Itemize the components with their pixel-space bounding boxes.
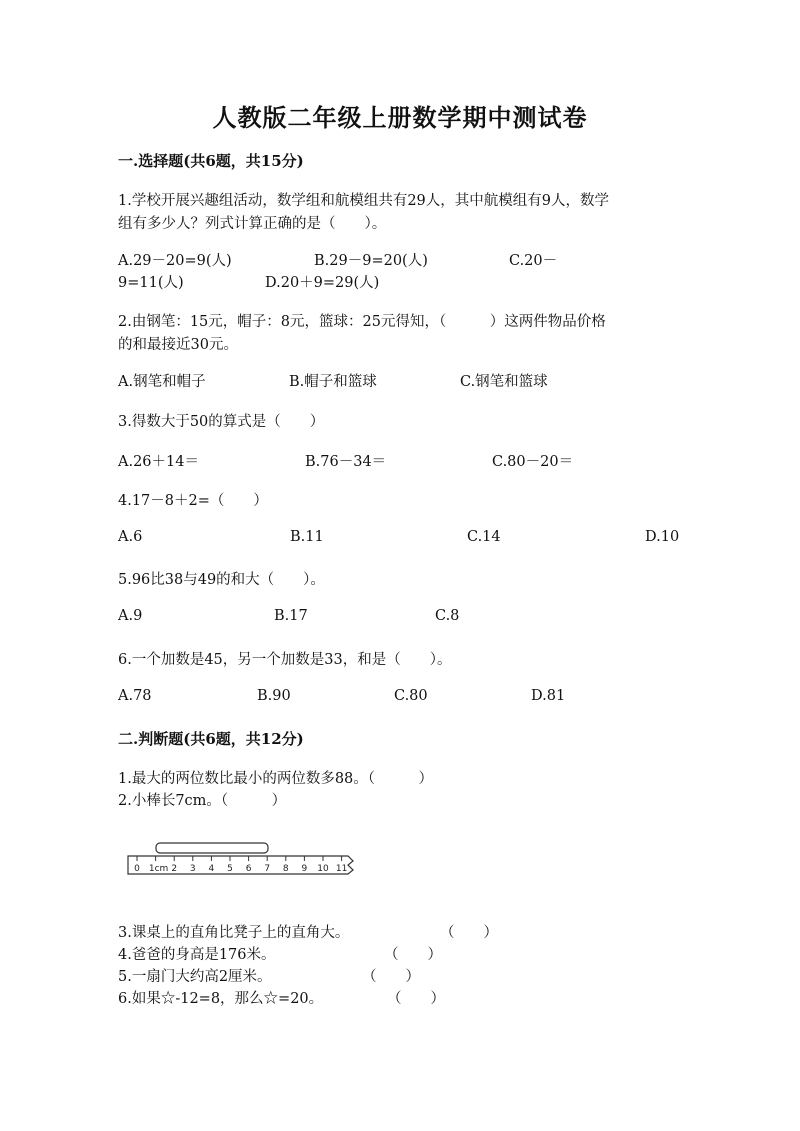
q4-option-a: A.6 xyxy=(118,529,143,545)
q5-option-b: B.17 xyxy=(274,608,308,624)
ruler-label: 9 xyxy=(301,864,308,874)
ruler-label: 11 xyxy=(335,864,348,874)
q6-option-a: A.78 xyxy=(118,688,152,704)
q4-option-b: B.11 xyxy=(290,529,324,545)
q6-option-b: B.90 xyxy=(257,688,291,704)
q6-option-d: D.81 xyxy=(531,688,566,704)
judge-q4-answer-paren: （ ） xyxy=(384,947,442,963)
judge-q3: 3.课桌上的直角比凳子上的直角大。 xyxy=(118,925,350,941)
q2-text-line-1: 2.由钢笔：15元，帽子：8元，篮球：25元得知，（ ）这两件物品价格 xyxy=(118,314,606,330)
section-1-heading: 一.选择题(共6题，共15分) xyxy=(118,152,304,170)
q1-option-b: B.29－9=20(人) xyxy=(314,253,428,269)
ruler-label: 0 xyxy=(134,864,140,874)
q4-option-c: C.14 xyxy=(467,529,501,545)
judge-q6: 6.如果☆-12=8，那么☆=20。 xyxy=(118,991,324,1007)
judge-q5-answer-paren: （ ） xyxy=(362,969,420,985)
ruler-label: 2 xyxy=(171,864,178,874)
q2-option-a: A.钢笔和帽子 xyxy=(118,374,206,390)
section-2-heading: 二.判断题(共6题，共12分) xyxy=(118,730,304,748)
ruler-label: 4 xyxy=(208,864,215,874)
q5-option-a: A.9 xyxy=(118,608,143,624)
q1-text-line-1: 1.学校开展兴趣组活动，数学组和航模组共有29人，其中航模组有9人，数学 xyxy=(118,193,610,209)
ruler-label: 10 xyxy=(317,864,329,874)
ruler-label: 5 xyxy=(227,864,233,874)
q2-option-b: B.帽子和篮球 xyxy=(289,374,377,390)
q5-text: 5.96比38与49的和大（ ）。 xyxy=(118,572,325,588)
q6-text: 6.一个加数是45，另一个加数是33，和是（ ）。 xyxy=(118,652,452,668)
q2-option-c: C.钢笔和篮球 xyxy=(460,374,548,390)
judge-q6-answer-paren: （ ） xyxy=(387,991,445,1007)
judge-q3-answer-paren: （ ） xyxy=(440,925,498,941)
ruler-label: 3 xyxy=(189,864,196,874)
judge-q5: 5.一扇门大约高2厘米。 xyxy=(118,969,272,985)
judge-q4: 4.爸爸的身高是176米。 xyxy=(118,947,276,963)
q5-option-c: C.8 xyxy=(435,608,460,624)
q1-option-d: D.20＋9=29(人) xyxy=(265,275,380,291)
ruler-label: 6 xyxy=(245,864,252,874)
page-title: 人教版二年级上册数学期中测试卷 xyxy=(212,103,588,132)
q4-text: 4.17－8＋2=（ ） xyxy=(118,493,268,509)
q1-text-line-2: 组有多少人？列式计算正确的是（ ）。 xyxy=(118,216,387,232)
q1-option-c-continued: 9=11(人) xyxy=(118,275,184,291)
q3-option-a: A.26＋14＝ xyxy=(118,454,199,470)
q1-option-c: C.20－ xyxy=(509,253,558,269)
q3-option-b: B.76－34＝ xyxy=(305,454,387,470)
q4-option-d: D.10 xyxy=(645,529,680,545)
ruler-label: 7 xyxy=(264,864,271,874)
q3-text: 3.得数大于50的算式是（ ） xyxy=(118,414,325,430)
q1-option-a: A.29－20=9(人) xyxy=(118,253,232,269)
ruler-with-stick-figure xyxy=(126,840,362,878)
stick xyxy=(156,843,268,853)
q2-text-line-2: 的和最接近30元。 xyxy=(118,337,238,353)
judge-q1: 1.最大的两位数比最小的两位数多88。（ ） xyxy=(118,771,434,787)
q6-option-c: C.80 xyxy=(394,688,428,704)
ruler-label: 8 xyxy=(282,864,289,874)
ruler-label: 1cm xyxy=(148,864,169,874)
judge-q2: 2.小棒长7cm。（ ） xyxy=(118,793,287,809)
q3-option-c: C.80－20＝ xyxy=(492,454,574,470)
